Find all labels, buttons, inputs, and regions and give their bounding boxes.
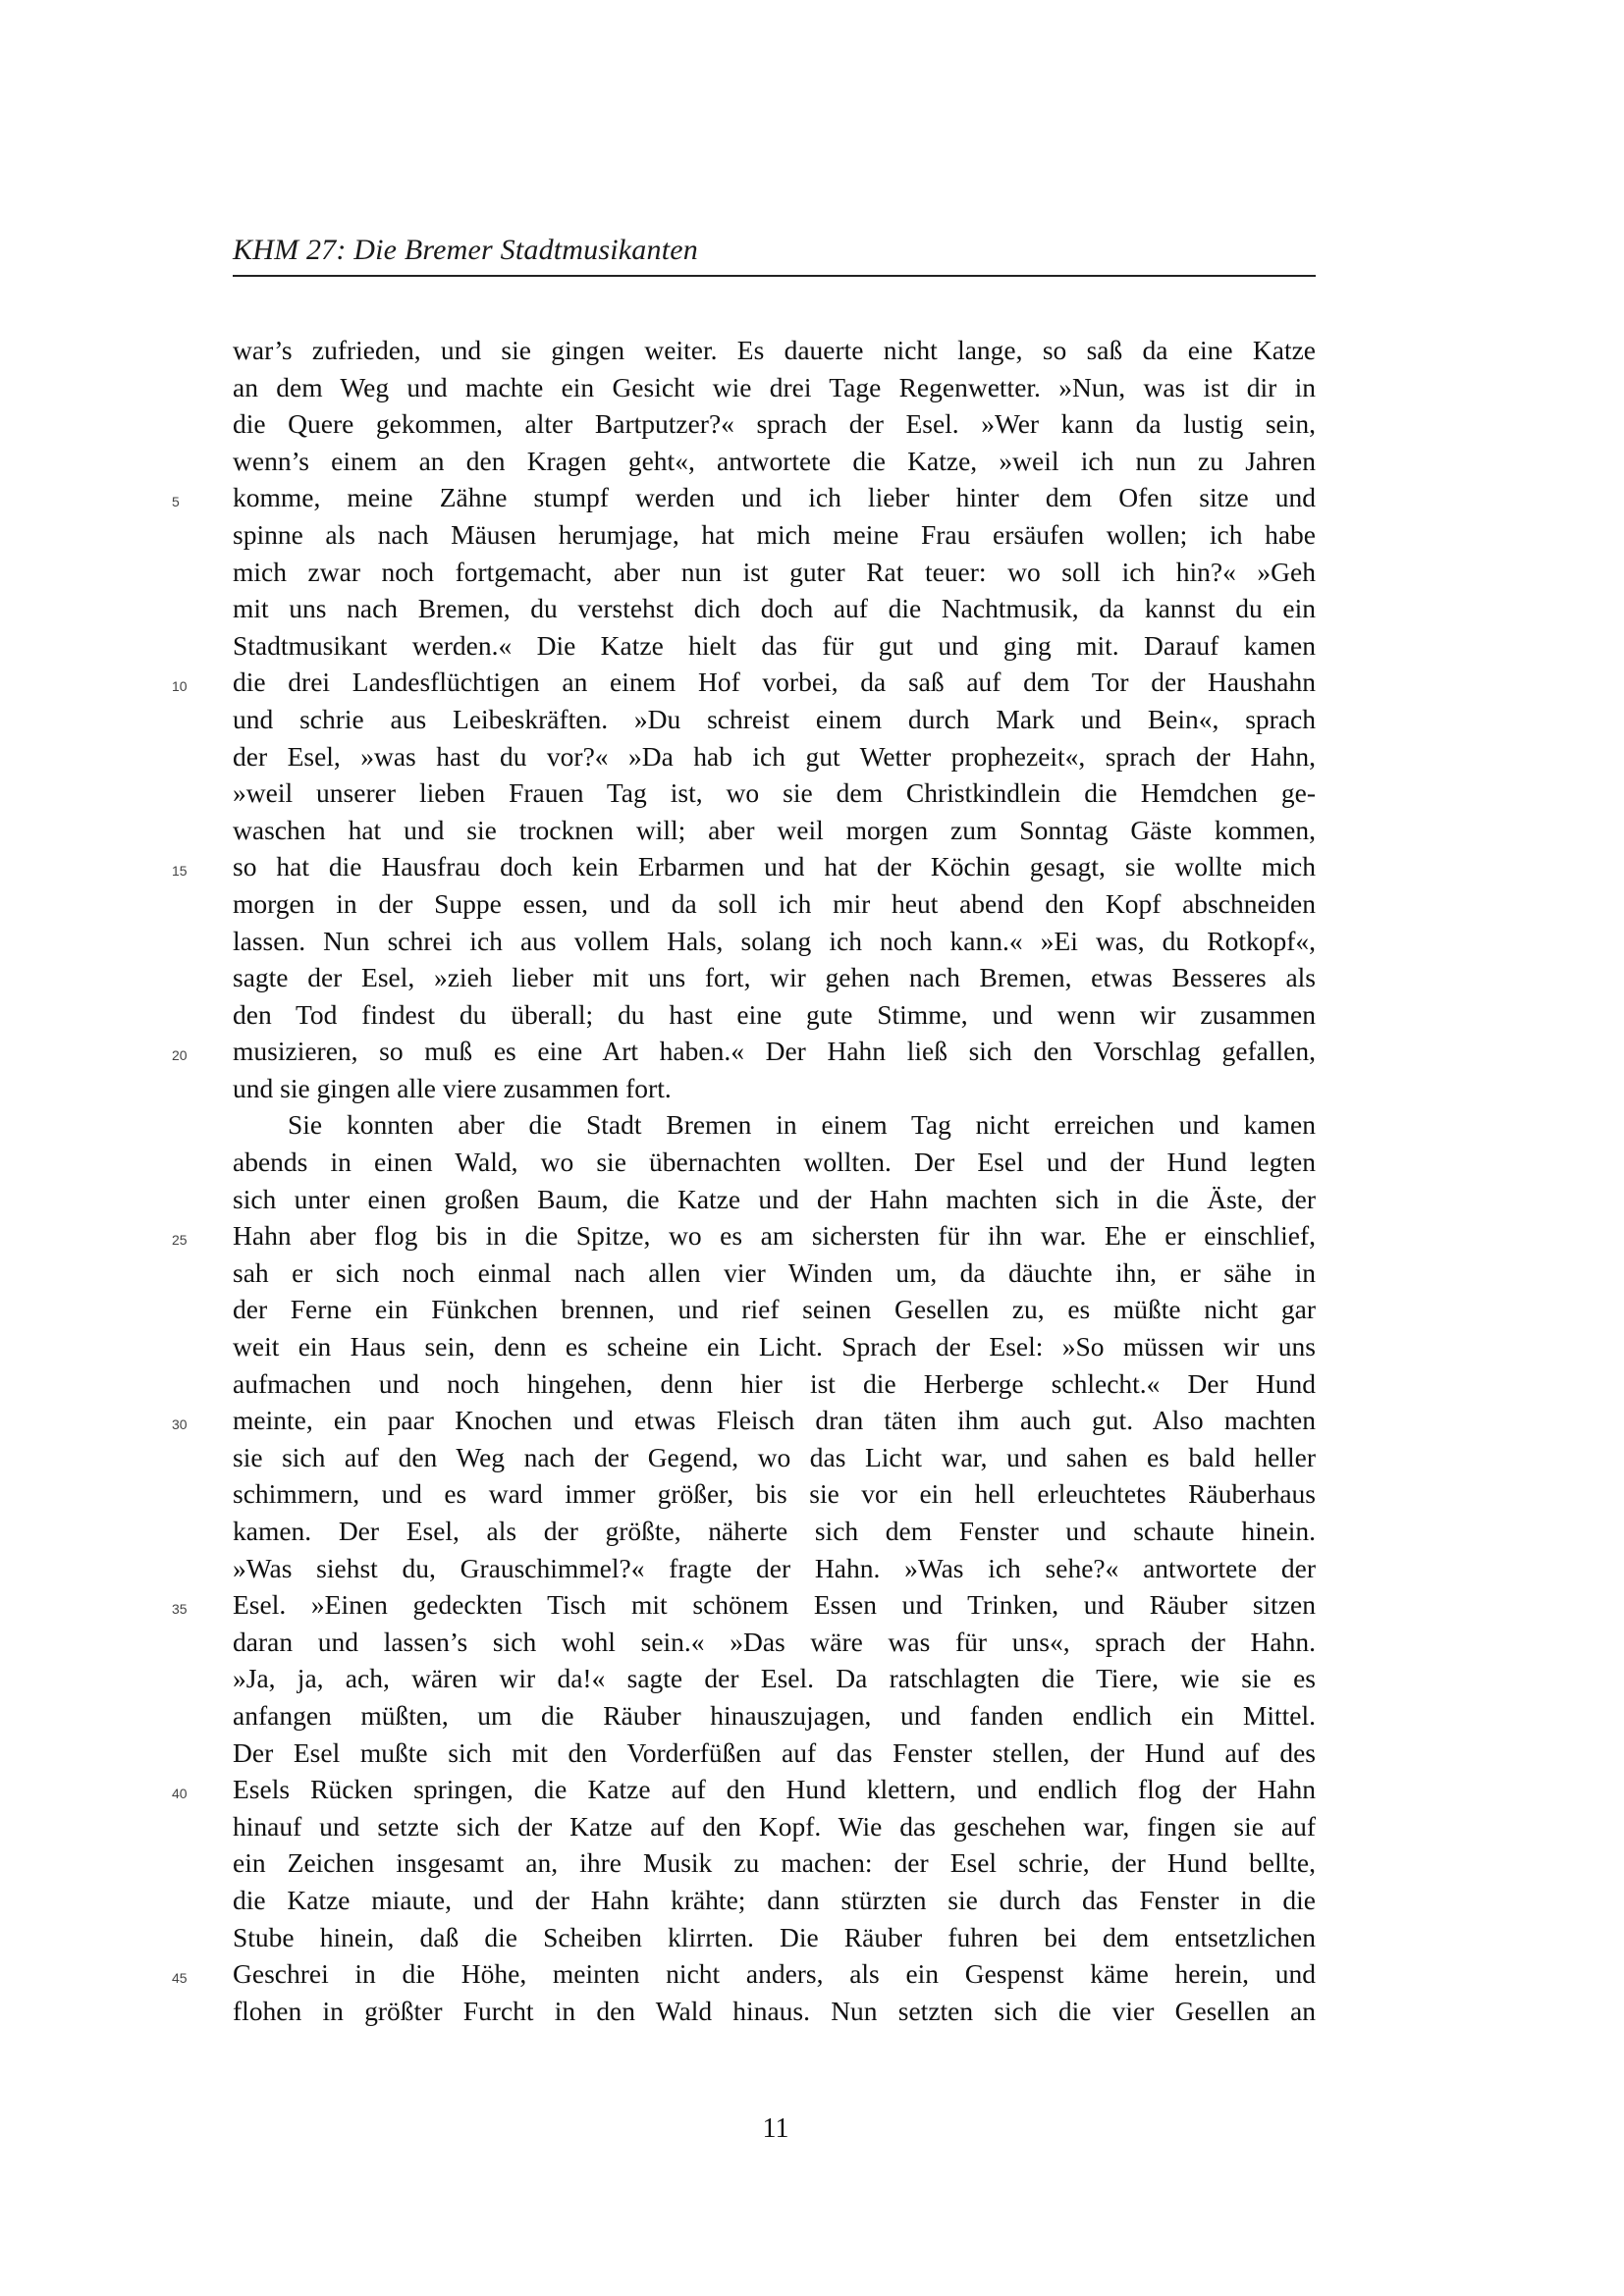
- line-text: sah er sich noch einmal nach allen vier Winden um, da däuchte ihn, er sähe in: [233, 1256, 1316, 1288]
- line-text: komme, meine Zähne stumpf werden und ich lieber hinter dem Ofen sitze und: [233, 482, 1316, 513]
- text-line: [233, 1181, 1316, 1218]
- line-text: so hat die Hausfrau doch kein Erbarmen und hat der Köchin gesagt, sie wollte mich: [233, 851, 1316, 882]
- line-text: abends in einen Wald, wo sie übernachten wollten. Der Esel und der Hund legten: [233, 1147, 1316, 1178]
- line-text: Stadtmusikant werden.« Die Katze hielt das für gut und ging mit. Darauf kamen: [233, 629, 1316, 661]
- text-line: [233, 332, 1316, 369]
- line-text: war’s zufrieden, und sie gingen weiter. Es dauerte nicht lange, so saß da eine Katze: [233, 335, 1316, 365]
- line-text: anfangen müßten, um die Räuber hinauszujagen, und fanden endlich ein Mittel.: [233, 1699, 1316, 1731]
- text-line: [172, 1402, 1316, 1439]
- line-text: »weil unserer lieben Frauen Tag ist, wo sie dem Christkindlein die Hemdchen ge-: [233, 777, 1316, 809]
- running-head: KHM 27: Die Bremer Stadtmusikanten: [233, 234, 698, 266]
- text-line: [233, 590, 1316, 627]
- line-text: mit uns nach Bremen, du verstehst dich doch auf die Nachtmusik, da kannst du ein: [233, 593, 1316, 624]
- text-line: [233, 405, 1316, 443]
- line-number: 30: [172, 1416, 188, 1433]
- text-line: [233, 996, 1316, 1034]
- text-line: [233, 812, 1316, 849]
- text-line: [233, 1070, 1316, 1107]
- line-number: 15: [172, 863, 188, 880]
- line-text: morgen in der Suppe essen, und da soll ich mir heut abend den Kopf abschneiden: [233, 887, 1316, 919]
- text-line: [233, 1144, 1316, 1181]
- text-line: [233, 738, 1316, 775]
- text-line: [233, 554, 1316, 591]
- text-line: [233, 1291, 1316, 1328]
- text-line: [233, 1475, 1316, 1513]
- text-line: [233, 1735, 1316, 1772]
- line-text: waschen hat und sie trocknen will; aber weil morgen zum Sonntag Gäste kommen,: [233, 814, 1316, 845]
- line-number: 20: [172, 1047, 188, 1064]
- line-text: die Quere gekommen, alter Bartputzer?« sprach der Esel. »Wer kann da lustig sein,: [233, 408, 1316, 440]
- text-line: [233, 923, 1316, 960]
- line-text: Der Esel mußte sich mit den Vorderfüßen auf das Fenster stellen, der Hund auf des: [233, 1736, 1316, 1768]
- line-text: weit ein Haus sein, denn es scheine ein Licht. Sprach der Esel: »So müssen wir uns: [233, 1331, 1316, 1362]
- line-text: Esel. »Einen gedeckten Tisch mit schönem Essen und Trinken, und Räuber sitzen: [233, 1589, 1316, 1621]
- line-text: Geschrei in die Höhe, meinten nicht anders, als ein Gespenst käme herein, und: [233, 1958, 1316, 1990]
- line-text: Esels Rücken springen, die Katze auf den Hund klettern, und endlich flog der Hahn: [233, 1774, 1316, 1805]
- line-number: 5: [172, 494, 180, 510]
- line-text: der Esel, »was hast du vor?« »Da hab ich gut Wetter prophezeit«, sprach der Hahn,: [233, 740, 1316, 772]
- line-text: meinte, ein paar Knochen und etwas Fleisch dran täten ihm auch gut. Also machten: [233, 1405, 1316, 1436]
- line-text: wenn’s einem an den Kragen geht«, antwortete die Katze, »weil ich nun zu Jahren: [233, 445, 1316, 476]
- line-text: schimmern, und es ward immer größer, bis sie vor ein hell erleuchtetes Räuberhaus: [233, 1478, 1316, 1510]
- line-text: die Katze miaute, und der Hahn krähte; dann stürzten sie durch das Fenster in die: [233, 1884, 1316, 1915]
- line-text: der Ferne ein Fünkchen brennen, und rief seinen Gesellen zu, es müßte nicht gar: [233, 1294, 1316, 1325]
- text-line: [233, 1808, 1316, 1845]
- header-rule: [233, 275, 1316, 277]
- line-text: Hahn aber flog bis in die Spitze, wo es am sichersten für ihn war. Ehe er einschlief,: [233, 1220, 1316, 1252]
- text-line: [172, 848, 1316, 885]
- text-line: [172, 1217, 1316, 1255]
- text-line: [233, 1993, 1316, 2030]
- line-text: Stube hinein, daß die Scheiben klirrten. Die Räuber fuhren bei dem entsetzlichen: [233, 1921, 1316, 1952]
- line-text: sich unter einen großen Baum, die Katze und der Hahn machten sich in die Äste, der: [233, 1183, 1316, 1214]
- text-line: [233, 1660, 1316, 1697]
- line-number: 45: [172, 1970, 188, 1987]
- text-line: [172, 479, 1316, 516]
- line-number: 35: [172, 1601, 188, 1618]
- line-text: aufmachen und noch hingehen, denn hier ist die Herberge schlecht.« Der Hund: [233, 1367, 1316, 1399]
- text-line: [172, 1955, 1316, 1993]
- text-line: [233, 774, 1316, 812]
- line-text: sagte der Esel, »zieh lieber mit uns fort, wir gehen nach Bremen, etwas Besseres als: [233, 962, 1316, 993]
- page-number: 11: [762, 2113, 789, 2144]
- text-line: [233, 701, 1316, 738]
- text-line: [233, 1550, 1316, 1587]
- text-line: [172, 1771, 1316, 1808]
- text-line: [233, 959, 1316, 996]
- line-number: 10: [172, 678, 188, 695]
- line-text: daran und lassen’s sich wohl sein.« »Das wäre was für uns«, sprach der Hahn.: [233, 1626, 1316, 1657]
- text-line: [233, 1328, 1316, 1365]
- line-text: sie sich auf den Weg nach der Gegend, wo das Licht war, und sahen es bald heller: [233, 1441, 1316, 1472]
- text-line: [233, 885, 1316, 923]
- line-text: und sie gingen alle viere zusammen fort.: [233, 1072, 672, 1103]
- line-text: flohen in größter Furcht in den Wald hinaus. Nun setzten sich die vier Gesellen an: [233, 1995, 1316, 2026]
- text-line: [233, 1882, 1316, 1919]
- line-text: spinne als nach Mäusen herumjage, hat mich meine Frau ersäufen wollen; ich habe: [233, 518, 1316, 550]
- line-text: musizieren, so muß es eine Art haben.« Der Hahn ließ sich den Vorschlag gefallen,: [233, 1036, 1316, 1067]
- text-line: [233, 1513, 1316, 1550]
- line-text: Sie konnten aber die Stadt Bremen in einem Tag nicht erreichen und kamen: [288, 1109, 1316, 1141]
- line-number: 25: [172, 1232, 188, 1249]
- text-line: [233, 1106, 1316, 1144]
- text-line: [233, 1844, 1316, 1882]
- line-text: ein Zeichen insgesamt an, ihre Musik zu machen: der Esel schrie, der Hund bellte,: [233, 1847, 1316, 1879]
- text-line: [233, 1919, 1316, 1956]
- text-line: [233, 1439, 1316, 1476]
- text-line: [233, 443, 1316, 480]
- line-text: »Was siehst du, Grauschimmel?« fragte der Hahn. »Was ich sehe?« antwortete der: [233, 1552, 1316, 1583]
- text-line: [233, 1624, 1316, 1661]
- line-text: den Tod findest du überall; du hast eine gute Stimme, und wenn wir zusammen: [233, 998, 1316, 1030]
- text-line: [233, 1697, 1316, 1735]
- line-text: »Ja, ja, ach, wären wir da!« sagte der Esel. Da ratschlagten die Tiere, wie sie es: [233, 1663, 1316, 1694]
- line-text: die drei Landesflüchtigen an einem Hof vorbei, da saß auf dem Tor der Haushahn: [233, 667, 1316, 698]
- text-line: [233, 627, 1316, 665]
- line-text: kamen. Der Esel, als der größte, näherte sich dem Fenster und schaute hinein.: [233, 1516, 1316, 1546]
- line-number: 40: [172, 1786, 188, 1802]
- line-text: und schrie aus Leibeskräften. »Du schreist einem durch Mark und Bein«, sprach: [233, 703, 1316, 734]
- text-line: [172, 1586, 1316, 1624]
- line-text: lassen. Nun schrei ich aus vollem Hals, solang ich noch kann.« »Ei was, du Rotkopf«,: [233, 925, 1316, 956]
- body-text: [172, 332, 1316, 2029]
- text-line: [233, 1255, 1316, 1292]
- line-text: hinauf und setzte sich der Katze auf den Kopf. Wie das geschehen war, fingen sie auf: [233, 1810, 1316, 1842]
- text-line: [233, 369, 1316, 406]
- line-text: an dem Weg und machte ein Gesicht wie drei Tage Regenwetter. »Nun, was ist dir in: [233, 371, 1316, 402]
- text-line: [233, 516, 1316, 554]
- line-text: mich zwar noch fortgemacht, aber nun ist guter Rat teuer: wo soll ich hin?« »Geh: [233, 556, 1316, 587]
- text-line: [172, 1033, 1316, 1070]
- text-line: [233, 1365, 1316, 1403]
- text-line: [172, 664, 1316, 701]
